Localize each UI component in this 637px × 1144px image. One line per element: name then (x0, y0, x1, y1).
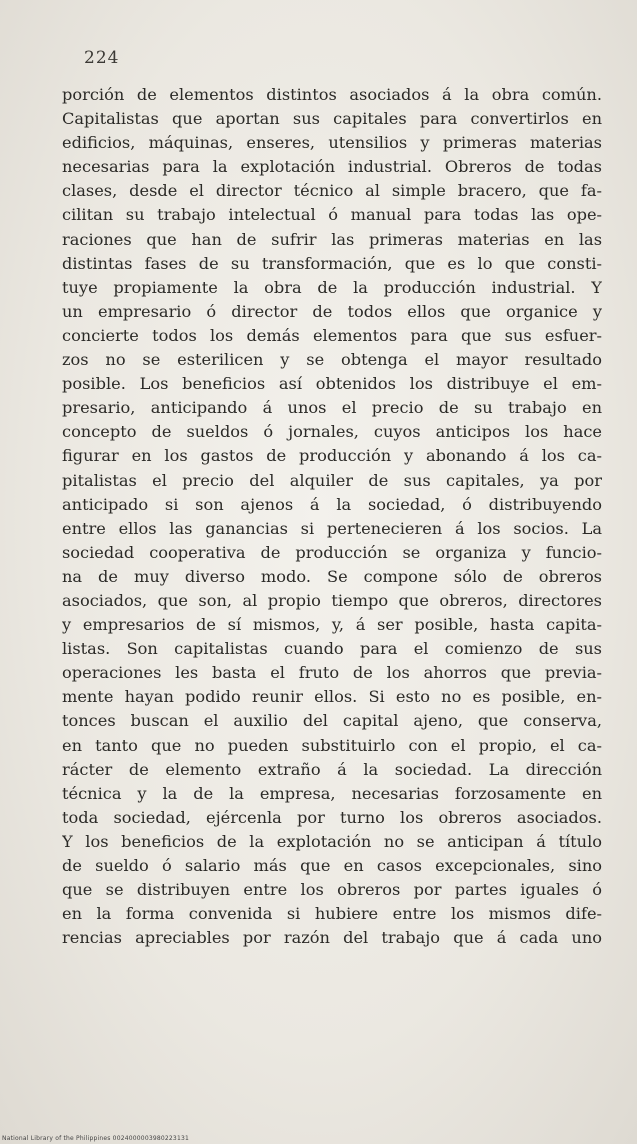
page-number: 224 (84, 48, 120, 68)
text-line: listas. Son capitalistas cuando para el comienzo de sus (62, 639, 602, 659)
text-line: de sueldo ó salario más que en casos excepcionales, sino (62, 856, 602, 875)
text-line: tonces buscan el auxilio del capital ajeno, que conserva, (62, 711, 602, 731)
text-line: presario, anticipando á unos el precio de su trabajo en (62, 398, 602, 418)
text-line: mente hayan podido reunir ellos. Si esto no es posible, en- (62, 687, 602, 707)
text-line: raciones que han de sufrir las primeras materias en las (62, 229, 602, 249)
text-line: anticipado si son ajenos á la sociedad, ó distribuyendo (62, 494, 602, 514)
library-credit: National Library of the Philippines 0024000003980223131 (2, 1135, 190, 1142)
text-line: concepto de sueldos ó jornales, cuyos anticipos los hace (62, 422, 602, 442)
text-line: en la forma convenida si hubiere entre los mismos dife- (62, 904, 602, 924)
text-line: figurar en los gastos de producción y abonando á los ca- (62, 446, 602, 466)
text-line: un empresario ó director de todos ellos que organice y (62, 301, 602, 321)
text-line: sociedad cooperativa de producción se organiza y funcio- (62, 542, 602, 562)
text-line: entre ellos las ganancias si pertenecieren á los socios. La (62, 518, 602, 538)
text-line: na de muy diverso modo. Se compone sólo de obreros (62, 566, 602, 586)
text-line: en tanto que no pueden substituirlo con el propio, el ca- (62, 735, 602, 755)
text-line: rácter de elemento extraño á la sociedad. La dirección (62, 759, 602, 779)
body-text (62, 83, 602, 950)
text-line: concierte todos los demás elementos para que sus esfuer- (62, 325, 602, 345)
text-line: edificios, máquinas, enseres, utensilios y primeras materias (62, 133, 602, 153)
text-line: Capitalistas que aportan sus capitales para convertirlos en (62, 109, 602, 129)
text-line: operaciones les basta el fruto de los ahorros que previa- (62, 663, 602, 683)
text-line: posible. Los beneficios así obtenidos los distribuye el em- (62, 374, 602, 394)
text-line: y empresarios de sí mismos, y, á ser posible, hasta capita- (62, 615, 602, 635)
text-line: zos no se esterilicen y se obtenga el mayor resultado (62, 350, 602, 370)
text-line: clases, desde el director técnico al simple bracero, que fa- (62, 181, 602, 201)
text-line: porción de elementos distintos asociados á la obra común. (62, 85, 602, 104)
text-line: que se distribuyen entre los obreros por partes iguales ó (62, 880, 602, 900)
text-line: técnica y la de la empresa, necesarias forzosamente en (62, 783, 602, 803)
text-line: Y los beneficios de la explotación no se anticipan á título (62, 831, 602, 851)
text-line: pitalistas el precio del alquiler de sus capitales, ya por (62, 470, 602, 490)
text-line: cilitan su trabajo intelectual ó manual para todas las ope- (62, 205, 602, 225)
text-line: distintas fases de su transformación, que es lo que consti- (62, 253, 602, 273)
text-line: rencias apreciables por razón del trabajo que á cada uno (62, 928, 602, 948)
text-line: necesarias para la explotación industrial. Obreros de todas (62, 157, 602, 177)
text-line: asociados, que son, al propio tiempo que obreros, directores (62, 590, 602, 610)
text-line: toda sociedad, ejércenla por turno los obreros asociados. (62, 807, 602, 827)
text-line: tuye propiamente la obra de la producción industrial. Y (62, 277, 602, 297)
